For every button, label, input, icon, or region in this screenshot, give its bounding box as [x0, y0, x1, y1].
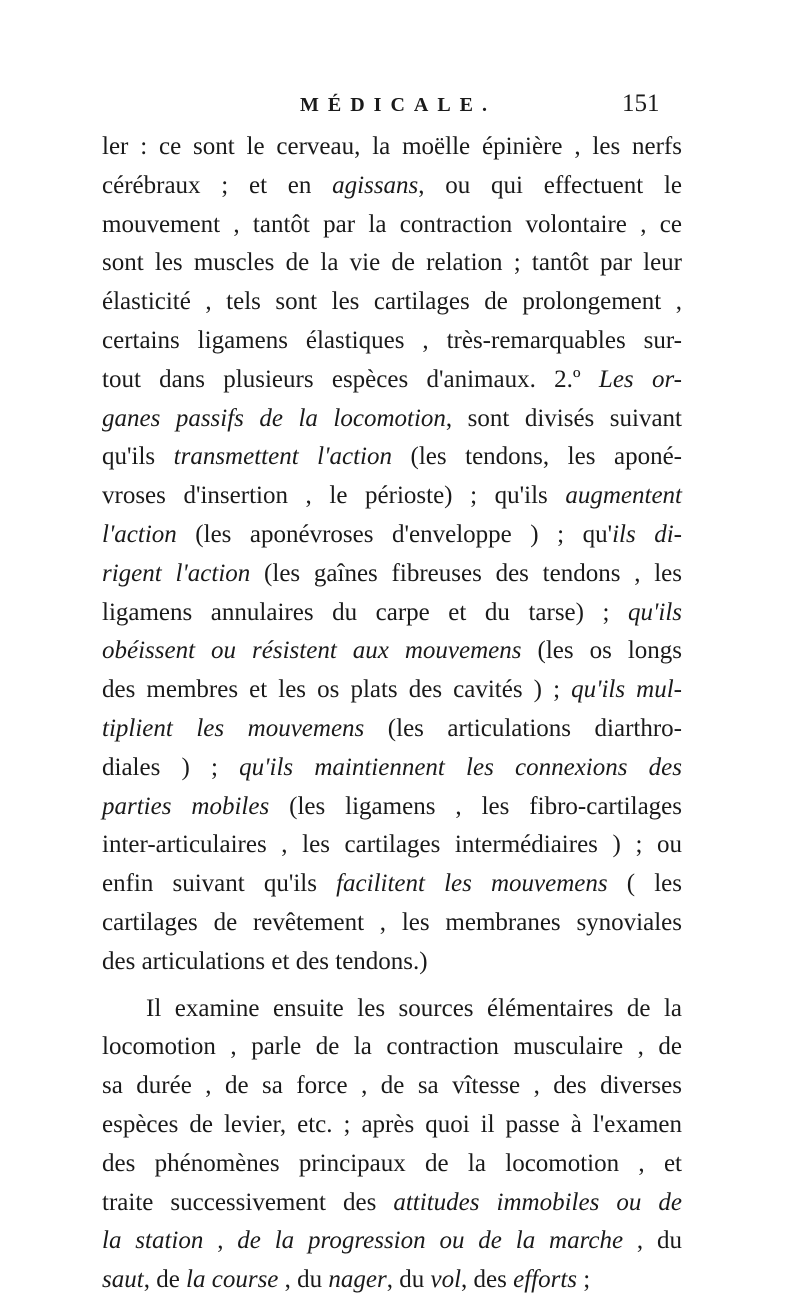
text-line	[102, 206, 682, 245]
text-segment: ligamens annulaires du carpe et du tarse) ;	[102, 598, 629, 626]
text-segment: des phénomènes principaux de la locomotion , et	[102, 1149, 682, 1177]
text-segment: enfin suivant qu'ils	[102, 870, 337, 898]
text-line	[102, 1222, 682, 1261]
italic-text: la course	[186, 1266, 279, 1294]
text-line	[102, 904, 682, 943]
italic-text: ganes passifs de la locomotion	[102, 404, 446, 432]
text-line	[102, 749, 682, 788]
text-segment: ( les	[607, 870, 682, 898]
text-line	[102, 710, 682, 749]
italic-text: obéissent ou résistent aux mouvemens	[102, 637, 522, 665]
text-segment: (les aponévroses d'enveloppe ) ; qu'	[176, 520, 613, 548]
italic-text: ils di-	[612, 520, 682, 548]
text-line	[102, 1261, 682, 1300]
text-segment: Il examine ensuite les sources élémentaires de la	[146, 994, 682, 1022]
text-line	[102, 1184, 682, 1223]
text-line	[102, 167, 682, 206]
paragraph	[102, 990, 682, 1300]
italic-text: rigent l'action	[102, 559, 251, 587]
italic-text: qu'ils mul-	[571, 676, 682, 704]
text-segment: sont les muscles de la vie de relation ; tantôt par leur	[102, 249, 682, 277]
italic-text: efforts	[513, 1266, 578, 1294]
italic-text: tiplient les mouvemens	[102, 714, 365, 742]
italic-text: qu'ils	[628, 598, 682, 626]
italic-text: Les or-	[598, 365, 682, 393]
text-segment: , du	[623, 1227, 683, 1255]
text-line	[102, 555, 682, 594]
text-segment: , du	[386, 1266, 431, 1294]
text-segment: , des	[461, 1266, 514, 1294]
text-line	[102, 632, 682, 671]
text-line	[102, 322, 682, 361]
italic-text: parties mobiles	[102, 792, 270, 820]
text-segment: des membres et les os plats des cavités ) ;	[102, 676, 572, 704]
text-line	[102, 943, 682, 982]
text-line	[102, 244, 682, 283]
text-segment: traite successivement des	[102, 1188, 394, 1216]
text-segment: mouvement , tantôt par la contraction volontaire , ce	[102, 210, 682, 238]
text-segment: élasticité , tels sont les cartilages de prolongement ,	[102, 288, 682, 316]
text-segment: espèces de levier, etc. ; après quoi il passe à l'examen	[102, 1110, 682, 1138]
text-line	[102, 400, 682, 439]
italic-text: transmettent l'action	[173, 443, 392, 471]
text-segment: (les tendons, les aponé-	[391, 443, 682, 471]
text-segment: (les ligamens , les fibro-cartilages	[269, 792, 682, 820]
text-segment: des articulations et des tendons.)	[102, 947, 428, 975]
italic-text: nager	[328, 1266, 387, 1294]
text-segment: diales ) ;	[102, 753, 240, 781]
text-line	[102, 438, 682, 477]
text-line	[102, 1028, 682, 1067]
italic-text: agissans	[332, 171, 419, 199]
text-line	[102, 1067, 682, 1106]
text-segment: vroses d'insertion , le périoste) ; qu'ils	[102, 482, 566, 510]
text-segment: sa durée , de sa force , de sa vîtesse , des diverses	[102, 1072, 682, 1100]
text-line	[102, 671, 682, 710]
text-line	[102, 594, 682, 633]
italic-text: l'action	[102, 520, 177, 548]
paragraph-gap	[102, 982, 682, 990]
italic-text: attitudes immobiles ou de	[393, 1188, 682, 1216]
body-text	[102, 128, 682, 1300]
text-segment: certains ligamens élastiques , très-remarquables sur-	[102, 326, 682, 354]
italic-text: la station	[102, 1227, 204, 1255]
text-segment: , sont divisés suivant	[445, 404, 682, 432]
text-line	[102, 1145, 682, 1184]
paragraph	[102, 128, 682, 982]
text-line	[102, 128, 682, 167]
text-line	[102, 990, 682, 1029]
text-segment: (les os longs	[521, 637, 683, 665]
page-number: 151	[622, 90, 660, 117]
text-segment: (les articulations diarthro-	[364, 714, 682, 742]
text-line	[102, 361, 682, 400]
text-segment: , du	[278, 1266, 329, 1294]
text-segment: ,	[203, 1227, 238, 1255]
italic-text: vol	[430, 1266, 462, 1294]
text-line	[102, 826, 682, 865]
italic-text: augmentent	[565, 482, 682, 510]
running-head: MÉDICALE.	[300, 94, 497, 116]
italic-text: de la progression ou de la marche	[237, 1227, 624, 1255]
text-segment: locomotion , parle de la contraction musculaire , de	[102, 1033, 682, 1061]
text-line	[102, 788, 682, 827]
text-line	[102, 865, 682, 904]
text-line	[102, 516, 682, 555]
text-segment: cérébraux ; et en	[102, 171, 333, 199]
text-segment: (les gaînes fibreuses des tendons , les	[250, 559, 683, 587]
text-segment: cartilages de revêtement , les membranes synoviales	[102, 908, 682, 936]
text-segment: , ou qui effectuent le	[418, 171, 683, 199]
text-segment: ler : ce sont le cerveau, la moëlle épinière , les nerfs	[102, 133, 682, 160]
text-line	[102, 283, 682, 322]
text-segment: ;	[577, 1266, 591, 1294]
text-line	[102, 477, 682, 516]
text-segment: tout dans plusieurs espèces d'animaux. 2.º	[102, 365, 599, 393]
text-segment: qu'ils	[102, 443, 174, 471]
italic-text: saut	[102, 1266, 144, 1294]
text-segment: inter-articulaires , les cartilages intermédiaires ) ; ou	[102, 831, 682, 859]
italic-text: facilitent les mouvemens	[336, 870, 608, 898]
italic-text: qu'ils maintiennent les connexions des	[239, 753, 682, 781]
text-segment: , de	[143, 1266, 187, 1294]
text-line	[102, 1106, 682, 1145]
